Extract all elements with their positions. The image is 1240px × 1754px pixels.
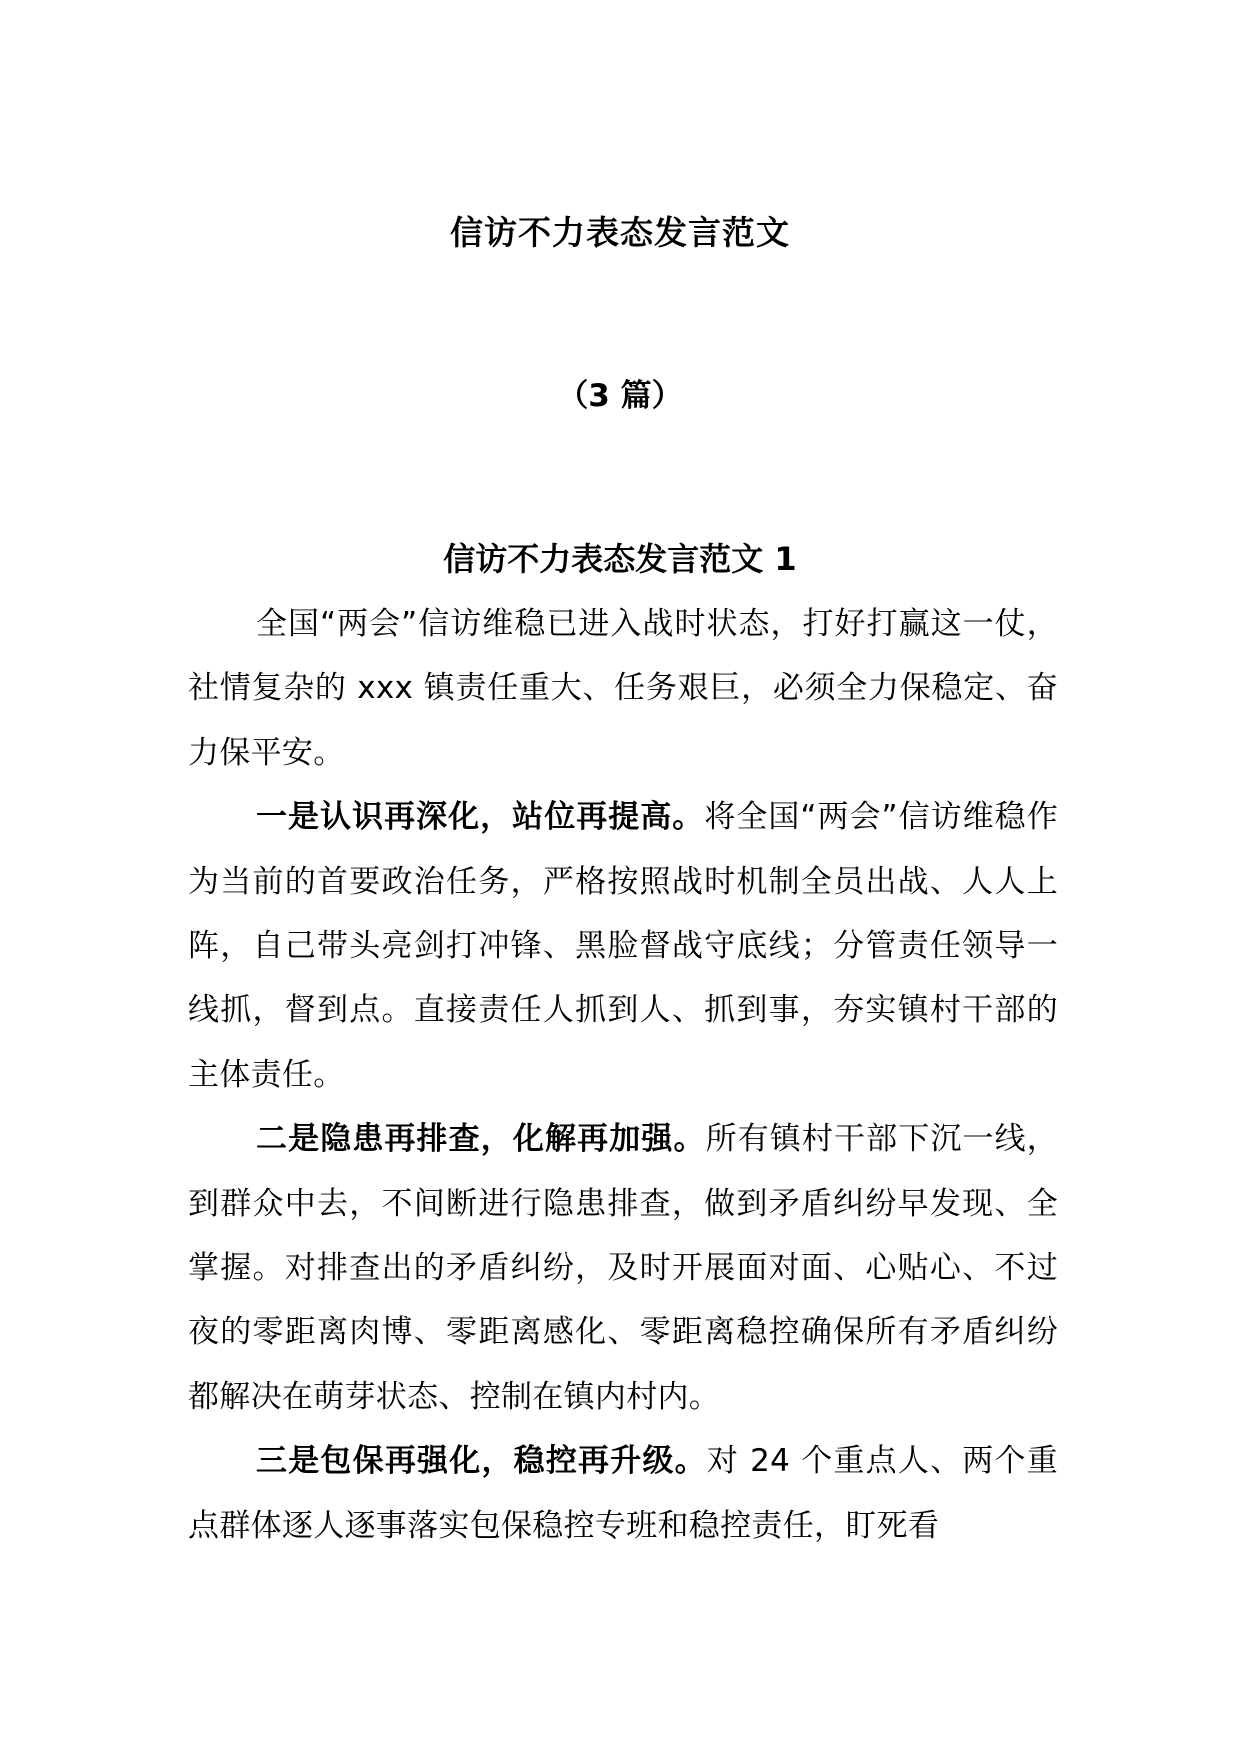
paragraph-text: 全国“两会”信访维稳已进入战时状态，打好打赢这一仗，社情复杂的 xxx 镇责任重大、任务艰巨，必须全力保稳定、奋力保平安。 <box>188 606 1058 771</box>
paragraph-lead: 一是认识再深化，站位再提高。 <box>256 799 705 836</box>
section-title: 信访不力表态发言范文 1 <box>443 540 797 578</box>
paragraph-point-2 <box>188 1107 1058 1429</box>
paragraph-intro <box>188 592 1058 785</box>
paragraph-point-3 <box>188 1429 1058 1558</box>
document-title: 信访不力表态发言范文 <box>450 213 790 252</box>
paragraph-text: 将全国“两会”信访维稳作为当前的首要政治任务，严格按照战时机制全员出战、人人上阵，自己带头亮剑打冲锋、黑脸督战守底线；分管责任领导一线抓，督到点。直接责任人抓到人、抓到事，夯实镇村干部的主体责任。 <box>188 799 1058 1093</box>
paragraph-text: 对 24 个重点人、两个重点群体逐人逐事落实包保稳控专班和稳控责任，盯死看 <box>188 1443 1058 1544</box>
paragraph-point-1 <box>188 785 1058 1107</box>
body-text <box>188 592 1058 1558</box>
paragraph-lead: 二是隐患再排查，化解再加强。 <box>256 1121 706 1158</box>
paragraph-text: 所有镇村干部下沉一线，到群众中去，不间断进行隐患排查，做到矛盾纠纷早发现、全掌握。对排查出的矛盾纠纷，及时开展面对面、心贴心、不过夜的零距离肉博、零距离感化、零距离稳控确保所有矛盾纠纷都解决在萌芽状态、控制在镇内村内。 <box>188 1121 1058 1415</box>
article-count: （3 篇） <box>557 378 683 414</box>
paragraph-lead: 三是包保再强化，稳控再升级。 <box>256 1443 707 1480</box>
